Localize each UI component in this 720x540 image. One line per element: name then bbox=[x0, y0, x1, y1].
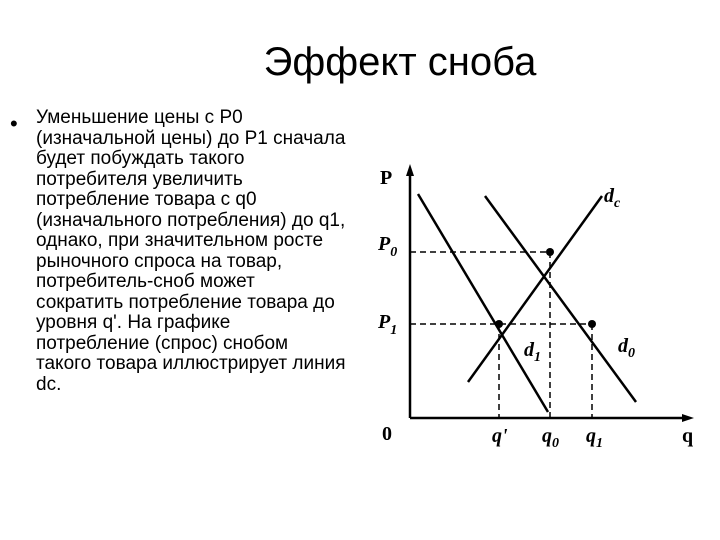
d1-label: $d_1$ bbox=[524, 339, 541, 365]
y-axis-arrow-icon bbox=[406, 164, 414, 176]
slide-title: Эффект сноба bbox=[263, 40, 537, 84]
q0-label: $q_0$ bbox=[542, 425, 559, 451]
point-p1-q-prime bbox=[495, 320, 503, 328]
d0-label: $d_0$ bbox=[618, 335, 635, 361]
snob-effect-diagram bbox=[360, 150, 700, 480]
origin-label: 0 bbox=[382, 423, 392, 445]
point-p1-q1 bbox=[588, 320, 596, 328]
y-axis-label: P bbox=[380, 167, 393, 189]
bullet-icon: • bbox=[10, 111, 18, 136]
x-axis-label: q bbox=[682, 425, 694, 447]
p1-label: $P_1$ bbox=[378, 311, 398, 338]
diagram-svg bbox=[360, 150, 700, 480]
x-axis-arrow-icon bbox=[682, 414, 694, 422]
demand-line-d1 bbox=[418, 194, 548, 412]
q1-label: $q_1$ bbox=[586, 425, 603, 451]
point-p0-q0 bbox=[546, 248, 554, 256]
dc-label: $d_c$ bbox=[604, 185, 621, 211]
demand-line-d0 bbox=[485, 196, 636, 402]
q-prime-label: q' bbox=[492, 425, 508, 447]
p0-label: $P_0$ bbox=[378, 233, 398, 260]
bullet-text: Уменьшение цены с Р0 (изначальной цены) до Р1 сначала будет побуждать такого потребителя увеличить потребление товара с q0 (изначального потребления) до q1, однако, при значительном росте рыночного спроса на товар, потребитель-сноб может сократить потребление товара до уровня q'. На графике потребление (спрос) снобом такого товара иллюстрирует линия dc. bbox=[36, 107, 346, 395]
